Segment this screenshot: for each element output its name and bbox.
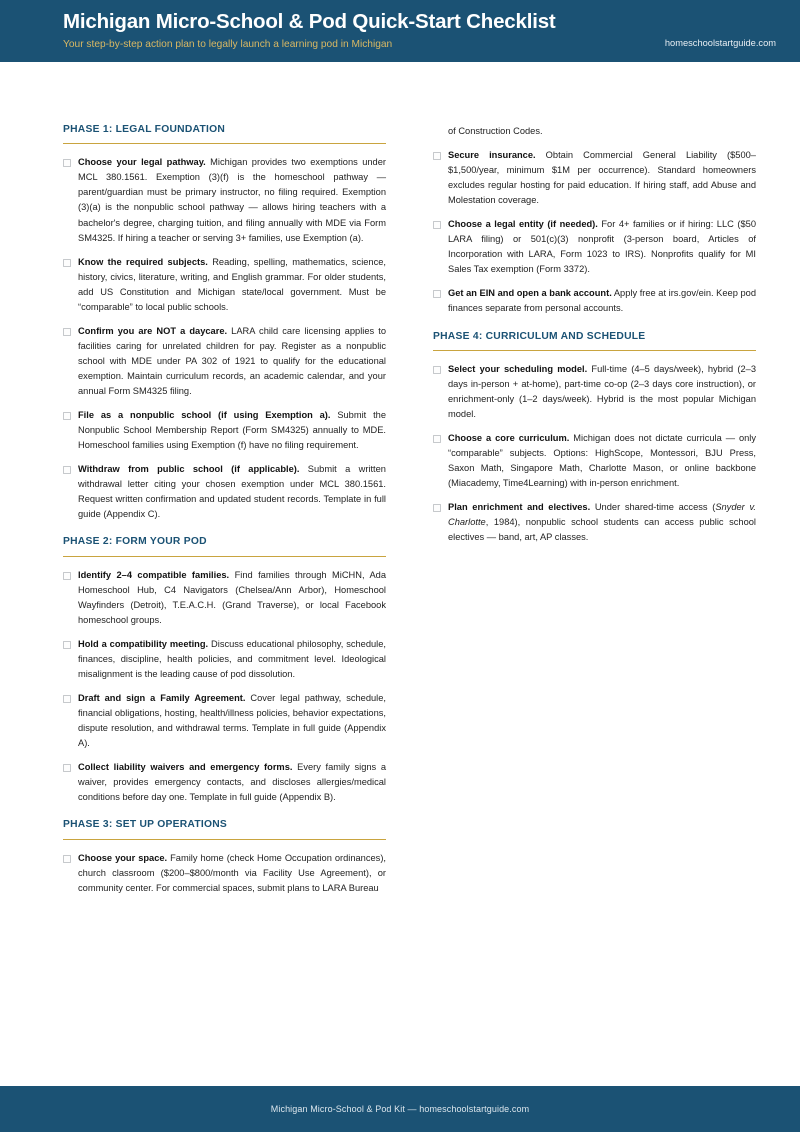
- checklist-item-body: Apply free at irs.gov/ein. Keep pod finances separate from personal accounts.: [448, 288, 756, 314]
- checklist-phase-4: [433, 362, 756, 546]
- checklist-item-lead: Choose a core curriculum.: [448, 433, 570, 444]
- page-header: [0, 0, 800, 62]
- left-column: [63, 124, 386, 896]
- checklist-item[interactable]: [433, 148, 756, 208]
- phase-section-4: [433, 331, 756, 351]
- checklist-item-body: For 4+ families or if hiring: LLC ($50 LARA filing) or 501(c)(3) nonprofit (3-person board, Articles of Incorporation with LARA, Form 1023 to IRS). Nonprofits qualify for MI Sales Tax exemption (Form 3372).: [448, 219, 756, 275]
- checklist-item[interactable]: [63, 851, 386, 896]
- checklist-item-text: [448, 500, 756, 545]
- header-site-url: homeschoolstartguide.com: [664, 38, 776, 48]
- checklist-item-text: [78, 324, 386, 399]
- checklist-item-lead: Choose a legal entity (if needed).: [448, 219, 598, 230]
- checklist-item-lead: Confirm you are NOT a daycare.: [78, 325, 228, 336]
- two-column-layout: [63, 124, 757, 896]
- footer-text: Michigan Micro-School & Pod Kit — homeschoolstartguide.com: [270, 1104, 530, 1114]
- checkbox-icon[interactable]: [63, 466, 71, 474]
- page-title: Michigan Micro-School & Pod Quick-Start Checklist: [63, 10, 556, 33]
- checkbox-icon[interactable]: [433, 504, 441, 512]
- checklist-item[interactable]: [433, 286, 756, 316]
- checklist-item-text: [78, 568, 386, 628]
- checklist-item-body: Submit the Nonpublic School Membership Report (Form SM4325) annually to MDE. Homeschool families using Exemption (f) have no filing requirement.: [78, 410, 387, 451]
- checklist-phase-1: [63, 155, 386, 522]
- checklist-item-text: [448, 362, 756, 422]
- checklist-item-lead: Collect liability waivers and emergency forms.: [78, 762, 293, 773]
- checkbox-icon[interactable]: [433, 152, 441, 160]
- checkbox-icon[interactable]: [63, 695, 71, 703]
- column-continuation-text: of Construction Codes.: [448, 126, 543, 136]
- checkbox-icon[interactable]: [63, 159, 71, 167]
- checklist-item[interactable]: [63, 568, 386, 628]
- checklist-item[interactable]: [63, 637, 386, 682]
- checkbox-icon[interactable]: [63, 572, 71, 580]
- checkbox-icon[interactable]: [63, 259, 71, 267]
- page-footer: [0, 1086, 800, 1132]
- checklist-item-lead: Draft and sign a Family Agreement.: [78, 693, 246, 704]
- checklist-item-text: [78, 408, 386, 453]
- checklist-item-lead: Withdraw from public school (if applicable).: [78, 464, 300, 475]
- checklist-phase-3-continued: [433, 148, 756, 316]
- checklist-item-body-post: , 1984), nonpublic school students can access public school electives — band, art, AP classes.: [448, 517, 756, 543]
- case-citation: Snyder v. Charlotte: [448, 502, 756, 528]
- checklist-item-text: [78, 255, 386, 315]
- checklist-item[interactable]: [433, 217, 756, 277]
- checklist-item-body: Cover legal pathway, schedule, financial obligations, hosting, health/illness policies, behavior expectations, dispute resolution, and withdrawal terms. Template in full guide (Appendix A).: [78, 693, 386, 749]
- checklist-item[interactable]: [433, 431, 756, 491]
- checklist-item-body: Full-time (4–5 days/week), hybrid (2–3 days in-person + at-home), part-time co-op (2–3 days core instruction), or enrichment-only (1–2 days/week). Hybrid is the most popular Michigan model.: [448, 363, 756, 419]
- checklist-item-lead: Identify 2–4 compatible families.: [78, 569, 230, 580]
- checklist-item-lead: File as a nonpublic school (if using Exemption a).: [78, 410, 331, 421]
- document-body: [0, 62, 800, 1082]
- checkbox-icon[interactable]: [433, 366, 441, 374]
- checklist-item-lead: Hold a compatibility meeting.: [78, 638, 209, 649]
- checkbox-icon[interactable]: [63, 641, 71, 649]
- checklist-item-body-pre: Under shared-time access (: [590, 502, 716, 513]
- checklist-item-lead: Secure insurance.: [448, 150, 536, 161]
- checkbox-icon[interactable]: [433, 435, 441, 443]
- checklist-item-lead: Know the required subjects.: [78, 256, 208, 267]
- checkbox-icon[interactable]: [63, 412, 71, 420]
- checklist-item-body: Discuss educational philosophy, schedule, finances, discipline, health policies, and commitment level. Ideological misalignment is the leading cause of pod dissolution.: [78, 638, 387, 679]
- checklist-item[interactable]: [63, 462, 386, 522]
- checklist-item-body: Find families through MiCHN, Ada Homeschool Hub, C4 Navigators (Chelsea/Ann Arbor), Homeschool Wayfinders (Detroit), T.E.A.C.H. (Grand Traverse), or local Facebook homeschool groups.: [78, 569, 387, 625]
- checkbox-icon[interactable]: [63, 764, 71, 772]
- checklist-item-body: Submit a written withdrawal letter citing your chosen exemption under MCL 380.1561. Request written confirmation and updated student records. Template in full guide (Appendix C).: [78, 464, 386, 520]
- phase-heading-1: PHASE 1: LEGAL FOUNDATION: [63, 124, 386, 144]
- checklist-item[interactable]: [63, 691, 386, 751]
- phase-heading-3: PHASE 3: SET UP OPERATIONS: [63, 819, 386, 839]
- checkbox-icon[interactable]: [433, 221, 441, 229]
- checklist-item-body: Every family signs a waiver, provides emergency contacts, and discloses allergies/medical conditions before day one. Template in full guide (Appendix B).: [78, 762, 387, 803]
- checklist-item-text: [78, 462, 386, 522]
- checklist-phase-2: [63, 568, 386, 806]
- phase-section-1: [63, 124, 386, 144]
- checklist-item-text: [448, 148, 756, 208]
- phase-section-3: [63, 819, 386, 839]
- checklist-item-text: [78, 155, 386, 245]
- checklist-item-text: [448, 431, 756, 491]
- checklist-item-body: Michigan does not dictate curricula — only “comparable” subjects. Options: HighScope, Montessori, BJU Press, Saxon Math, Singapore Math, Charlotte Mason, or online backbone (Miacademy, Time4Learning) with in-person enrichment.: [448, 433, 757, 489]
- phase-heading-2: PHASE 2: FORM YOUR POD: [63, 536, 386, 556]
- checklist-item[interactable]: [433, 500, 756, 545]
- checklist-item[interactable]: [63, 760, 386, 805]
- checklist-item-lead: Choose your space.: [78, 852, 168, 863]
- checkbox-icon[interactable]: [63, 855, 71, 863]
- checkbox-icon[interactable]: [63, 328, 71, 336]
- right-column: [433, 124, 756, 545]
- checklist-item-text: [448, 286, 756, 316]
- header-inner: [0, 8, 800, 62]
- checklist-item-lead: Choose your legal pathway.: [78, 157, 206, 168]
- page-subtitle: Your step-by-step action plan to legally launch a learning pod in Michigan: [63, 38, 393, 50]
- checkbox-icon[interactable]: [433, 290, 441, 298]
- checklist-item-body: Obtain Commercial General Liability ($500–$1,500/year, minimum $1M per occurrence). Standard homeowners excludes regular hosting for paid education. If hiring staff, add Abuse and Molestation coverage.: [448, 150, 756, 206]
- checklist-item-text: [78, 851, 386, 896]
- checklist-phase-3: [63, 851, 386, 896]
- checklist-item[interactable]: [63, 255, 386, 315]
- phase-section-2: [63, 536, 386, 556]
- checklist-item[interactable]: [63, 408, 386, 453]
- checklist-item[interactable]: [63, 324, 386, 399]
- checklist-item[interactable]: [63, 155, 386, 245]
- checklist-item-lead: Plan enrichment and electives.: [448, 502, 591, 513]
- checklist-item-lead: Select your scheduling model.: [448, 363, 588, 374]
- phase-heading-4: PHASE 4: CURRICULUM AND SCHEDULE: [433, 331, 756, 351]
- checklist-item[interactable]: [433, 362, 756, 422]
- checklist-item-body: LARA child care licensing applies to facilities caring for unrelated children for pay. Register as a nonpublic school with MDE under PA 302 of 1921 to qualify for the educational exemption. Maintain curriculum records, an academic calendar, and your annual Form SM4325 filing.: [78, 325, 386, 396]
- checklist-item-lead: Get an EIN and open a bank account.: [448, 288, 612, 299]
- checklist-item-text: [78, 637, 386, 682]
- checklist-item-body: Reading, spelling, mathematics, science, history, civics, literature, writing, and English grammar. For older students, add US Constitution and Michigan state/local government. Must be “comparable” to local public schools.: [78, 256, 387, 312]
- checklist-item-text: [448, 217, 756, 277]
- checklist-item-text: [78, 691, 386, 751]
- checklist-item-body: Family home (check Home Occupation ordinances), church classroom ($200–$800/month via Facility Use Agreement), or community center. For commercial spaces, submit plans to LARA Bureau: [78, 852, 386, 893]
- checklist-item-body: Michigan provides two exemptions under MCL 380.1561. Exemption (3)(f) is the homeschool pathway — parent/guardian must be primary instructor, no filing required. Exemption (3)(a) is the nonpublic school pathway — allows hiring teachers with a bachelor's degree, charging tuition, and filing annually with MDE via Form SM4325. If hiring a teacher or serving 3+ families, use Exemption (a).: [78, 157, 386, 243]
- checklist-item-text: [78, 760, 386, 805]
